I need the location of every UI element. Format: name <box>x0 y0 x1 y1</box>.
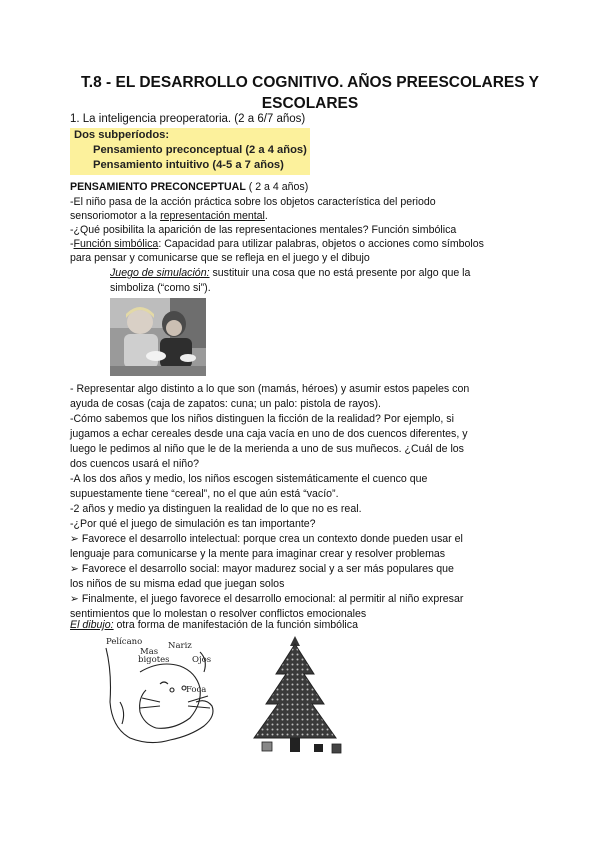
text-line: -¿Qué posibilita la aparición de las representaciones mentales? Función simbólica <box>70 224 457 236</box>
drawing-label: bigotes <box>138 655 170 665</box>
text-line: supuestamente tiene “cereal”, no el que aún está “vacío”. <box>70 488 339 500</box>
text-line <box>70 237 540 252</box>
christmas-tree-drawing <box>240 632 350 760</box>
title-line-2: ESCOLARES <box>261 95 359 112</box>
drawing-label: Ojos <box>192 655 212 665</box>
subheading-range: ( 2 a 4 años) <box>245 181 309 193</box>
highlight-line-3: Pensamiento intuitivo (4-5 a 7 años) <box>93 159 284 171</box>
text-line <box>70 209 540 224</box>
text-span: sustituir una cosa que no está presente por algo que la <box>209 267 471 279</box>
highlight-line-1: Dos subperíodos: <box>74 129 170 141</box>
drawing-label: Mas <box>140 647 159 657</box>
text-span: : Capacidad para utilizar palabras, objetos o acciones como símbolos <box>158 238 484 250</box>
text-line: dos cuencos usará el niño? <box>70 458 199 470</box>
text-line: - Representar algo distinto a lo que son (mamás, héroes) y asumir estos papeles con <box>70 383 470 395</box>
text-line: ayuda de cosas (caja de zapatos: cuna; un palo: pistola de rayos). <box>70 398 381 410</box>
text-line: -¿Por qué el juego de simulación es tan importante? <box>70 518 316 530</box>
text-line: -El niño pasa de la acción práctica sobre los objetos característica del periodo <box>70 196 436 208</box>
text-span: - <box>70 238 74 250</box>
children-playing-photo <box>110 298 206 376</box>
text-line: ➢ Favorece el desarrollo social: mayor madurez social y a ser más populares que <box>70 563 454 575</box>
text-line: para pensar y comunicarse que se refleja en el juego y el dibujo <box>70 252 370 264</box>
text-line: jugamos a echar cereales desde una caja vacía en uno de dos cuencos diferentes, y <box>70 428 468 440</box>
text-line <box>70 618 540 633</box>
text-line <box>110 266 540 281</box>
title-line-1: T.8 - EL DESARROLLO COGNITIVO. AÑOS PREESCOLARES Y <box>81 74 539 91</box>
text-line: los niños de su misma edad que juegan solos <box>70 578 285 590</box>
text-span: . <box>264 210 268 222</box>
juego-label: Juego de simulación: <box>110 267 210 279</box>
underlined-term: Función simbólica <box>73 238 159 250</box>
text-line: luego le pedimos al niño que le de la merienda a uno de sus muñecos. ¿Cuál de los <box>70 443 464 455</box>
text-line: -Cómo sabemos que los niños distinguen la ficción de la realidad? Por ejemplo, si <box>70 413 454 425</box>
highlight-box <box>70 128 310 175</box>
text-span: sensoriomotor a la <box>70 210 161 222</box>
page-title <box>60 72 560 114</box>
text-span: otra forma de manifestación de la función simbólica <box>113 619 358 631</box>
text-line: ➢ Finalmente, el juego favorece el desarrollo emocional: al permitir al niño expresar <box>70 593 464 605</box>
text-line: simboliza (“como si”). <box>110 282 211 294</box>
text-line: lenguaje para comunicarse y la mente para imaginar crear y resolver problemas <box>70 548 446 560</box>
text-line: -A los dos años y medio, los niños escogen sistemáticamente el cuenco que <box>70 473 428 485</box>
dibujo-label: El dibujo: <box>70 619 114 631</box>
drawing-label: Nariz <box>168 641 192 651</box>
subheading <box>70 180 540 195</box>
drawing-label: Pelícano <box>106 637 143 647</box>
seal-drawing <box>100 632 240 750</box>
underlined-term: representación mental <box>160 210 265 222</box>
highlight-line-2: Pensamiento preconceptual (2 a 4 años) <box>93 144 307 156</box>
subheading-title: PENSAMIENTO PRECONCEPTUAL <box>70 181 246 193</box>
drawing-label: Foca <box>186 685 207 695</box>
text-line: sentimientos que lo molestan o resolver conflictos emocionales <box>70 608 367 620</box>
text-line: -2 años y medio ya distinguen la realidad de lo que no es real. <box>70 503 362 515</box>
section-heading: 1. La inteligencia preoperatoria. (2 a 6/7 años) <box>70 113 306 125</box>
text-line: ➢ Favorece el desarrollo intelectual: porque crea un contexto donde pueden usar el <box>70 533 463 545</box>
